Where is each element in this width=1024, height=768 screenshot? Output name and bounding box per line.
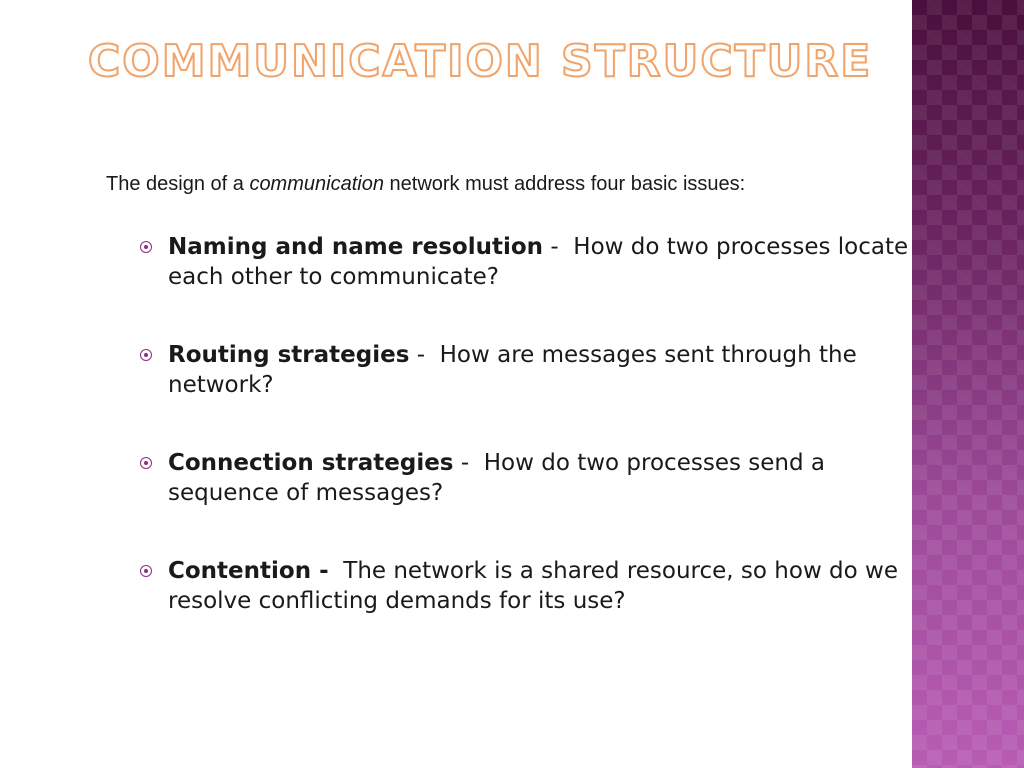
bullet-text: How do two processes send a sequence of messages? [168, 450, 825, 506]
bullet-separator: - [409, 342, 440, 368]
circled-dot-icon [140, 241, 152, 253]
bullet-list [140, 232, 940, 664]
bullet-separator [329, 558, 344, 584]
slide-title: COMMUNICATION STRUCTURE [88, 36, 873, 87]
bullet-term: Routing strategies [168, 342, 410, 368]
intro-after: network must address four basic issues: [383, 173, 746, 195]
intro-before: The design of a [106, 173, 250, 195]
bullet-text: How do two processes locate each other to communicate? [168, 234, 909, 290]
bullet-text: The network is a shared resource, so how do we resolve conflicting demands for its use? [168, 558, 899, 614]
bullet-connection [140, 448, 940, 508]
bullet-separator: - [543, 234, 574, 260]
bullet-naming [140, 232, 940, 292]
intro-text [106, 173, 745, 196]
bullet-separator: - [453, 450, 484, 476]
bullet-term: Naming and name resolution [168, 234, 544, 260]
circled-dot-icon [140, 457, 152, 469]
bullet-term: Connection strategies [168, 450, 454, 476]
bullet-routing [140, 340, 940, 400]
bullet-term: Contention - [168, 558, 329, 584]
circled-dot-icon [140, 349, 152, 361]
bullet-contention [140, 556, 940, 616]
circled-dot-icon [140, 565, 152, 577]
intro-emphasis: communication [249, 173, 384, 195]
bullet-text: How are messages sent through the network? [168, 342, 857, 398]
